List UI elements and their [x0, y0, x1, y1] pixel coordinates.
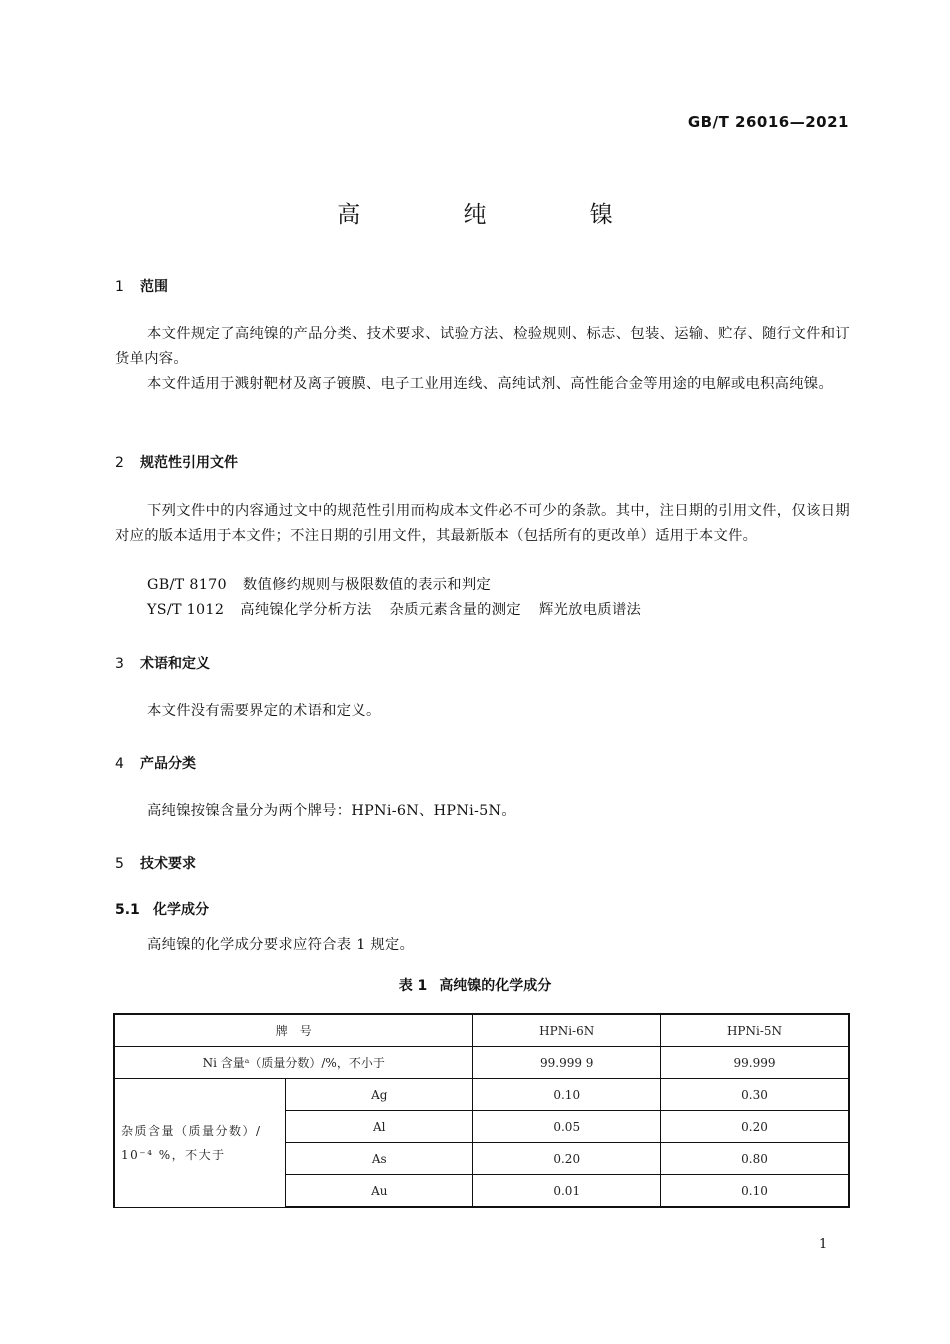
chemical-composition-table [113, 1013, 850, 1208]
value-6n-cell: 0.20 [473, 1143, 661, 1175]
section-title: 产品分类 [140, 756, 196, 772]
section-number: 2 [115, 455, 124, 471]
value-5n-cell: 0.80 [660, 1143, 849, 1175]
table-row [114, 1047, 849, 1079]
section-heading-scope [115, 276, 168, 296]
section-heading-normative-references [115, 452, 238, 472]
element-cell: Al [286, 1111, 473, 1143]
document-title: 高 纯 镍 [337, 202, 661, 228]
value-5n-cell: 0.20 [660, 1111, 849, 1143]
table-row [114, 1079, 849, 1111]
classification-paragraph: 高纯镍按镍含量分为两个牌号：HPNi-6N、HPNi-5N。 [147, 803, 516, 819]
section-number: 3 [115, 656, 124, 672]
table-title: 高纯镍的化学成分 [439, 978, 552, 994]
subsection-heading-chemical-composition [115, 899, 209, 919]
chemical-composition-paragraph: 高纯镍的化学成分要求应符合表 1 规定。 [147, 937, 415, 953]
reference-title: 高纯镍化学分析方法 [240, 602, 372, 618]
standard-code: GB/T 26016—2021 [687, 113, 849, 131]
ni-content-label: Ni 含量ᵃ（质量分数）/%，不小于 [114, 1047, 473, 1079]
element-cell: Ag [286, 1079, 473, 1111]
reference-item [147, 599, 641, 619]
value-5n-cell: 0.30 [660, 1079, 849, 1111]
section-number: 5.1 [115, 902, 140, 918]
scope-paragraph-1: 本文件规定了高纯镍的产品分类、技术要求、试验方法、检验规则、标志、包装、运输、贮存、随行文件和订货单内容。 [115, 326, 850, 367]
section-title: 术语和定义 [140, 656, 210, 672]
value-6n-cell: 0.01 [473, 1175, 661, 1208]
references-paragraph: 下列文件中的内容通过文中的规范性引用而构成本文件必不可少的条款。其中，注日期的引用文件，仅该日期对应的版本适用于本文件；不注日期的引用文件，其最新版本（包括所有的更改单）适用于本文件。 [115, 503, 850, 544]
section-number: 4 [115, 756, 124, 772]
impurity-content-label: 杂质含量（质量分数）/ 10⁻⁴ %，不大于 [114, 1079, 286, 1208]
section-title: 化学成分 [153, 902, 209, 918]
reference-code: YS/T 1012 [147, 602, 225, 618]
table-header-row [114, 1014, 849, 1047]
value-6n-cell: 0.10 [473, 1079, 661, 1111]
section-title: 技术要求 [140, 856, 196, 872]
reference-title: 辉光放电质谱法 [538, 602, 642, 618]
reference-title: 杂质元素含量的测定 [389, 602, 521, 618]
section-heading-classification [115, 753, 196, 773]
grade-5n: HPNi-5N [660, 1014, 849, 1047]
ni-value-6n: 99.999 9 [473, 1047, 661, 1079]
value-6n-cell: 0.05 [473, 1111, 661, 1143]
page-number: 1 [819, 1237, 828, 1252]
grade-header: 牌 号 [114, 1014, 473, 1047]
section-heading-technical-requirements [115, 853, 196, 873]
ni-value-5n: 99.999 [660, 1047, 849, 1079]
reference-item [147, 574, 491, 594]
terms-paragraph: 本文件没有需要界定的术语和定义。 [147, 703, 381, 719]
value-5n-cell: 0.10 [660, 1175, 849, 1208]
reference-title: 数值修约规则与极限数值的表示和判定 [242, 577, 492, 593]
scope-paragraph-2: 本文件适用于溅射靶材及离子镀膜、电子工业用连线、高纯试剂、高性能合金等用途的电解或电积高纯镍。 [147, 376, 834, 392]
section-number: 5 [115, 856, 124, 872]
reference-code: GB/T 8170 [147, 577, 227, 593]
section-title: 规范性引用文件 [140, 455, 238, 471]
section-heading-terms [115, 653, 210, 673]
table-number: 表 1 [398, 978, 428, 994]
element-cell: As [286, 1143, 473, 1175]
section-title: 范围 [140, 279, 168, 295]
grade-6n: HPNi-6N [473, 1014, 661, 1047]
section-number: 1 [115, 279, 124, 295]
table-caption [0, 975, 950, 995]
element-cell: Au [286, 1175, 473, 1208]
